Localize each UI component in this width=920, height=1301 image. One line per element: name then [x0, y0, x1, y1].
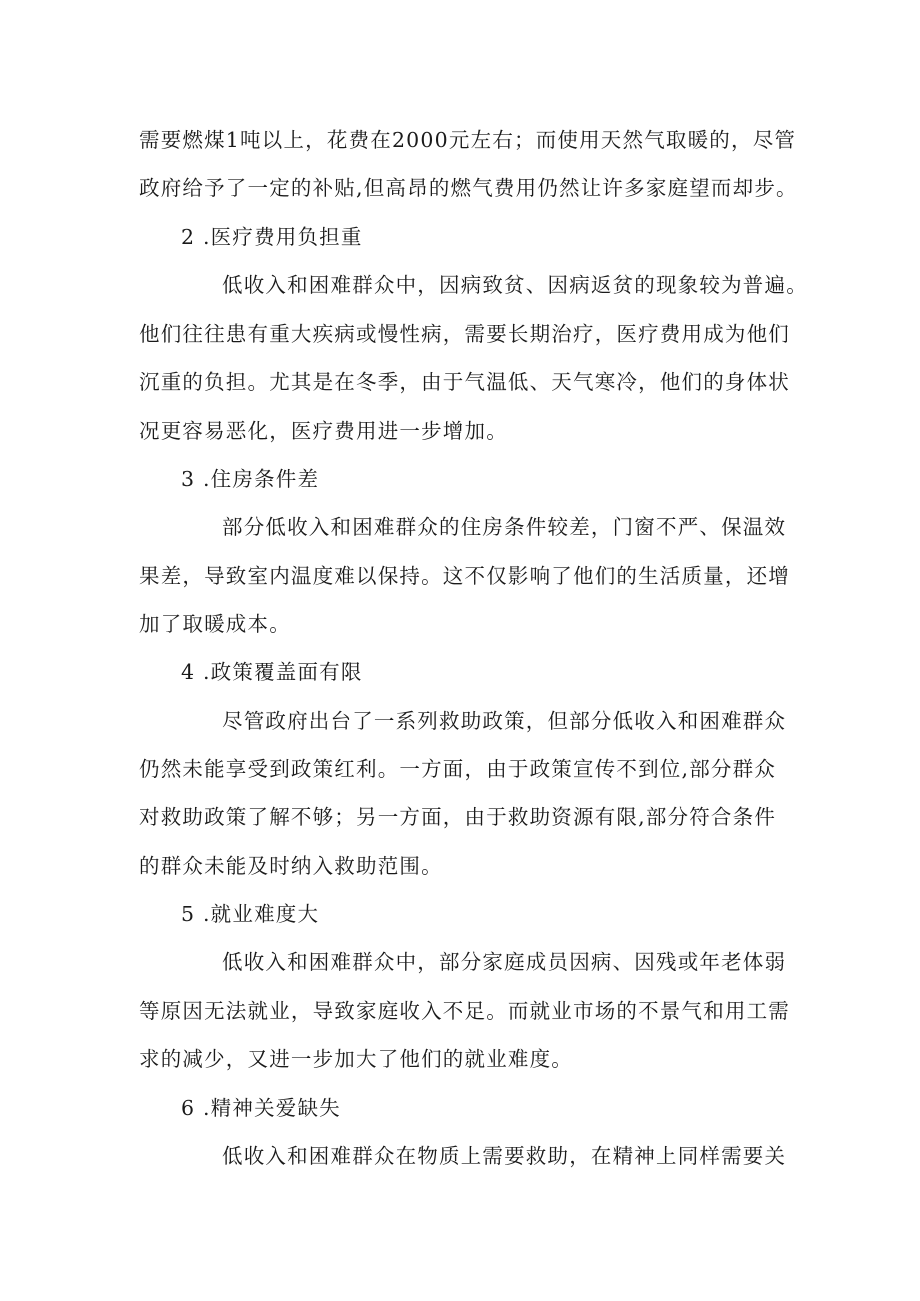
- section-heading-5: 5 .就业难度大: [181, 902, 320, 926]
- paragraph-first-line: 低收入和困难群众在物质上需要救助，在精神上同样需要关: [222, 1144, 787, 1168]
- paragraph-first-line: 尽管政府出台了一系列救助政策，但部分低收入和困难群众: [222, 709, 787, 733]
- paragraph-first-line: 部分低收入和困难群众的住房条件较差，门窗不严、保温效: [222, 515, 787, 539]
- body-text-line: 果差，导致室内温度难以保持。这不仅影响了他们的生活质量，还增: [139, 564, 790, 588]
- paragraph-first-line: 低收入和困难群众中，因病致贫、因病返贫的现象较为普遍。: [222, 273, 808, 297]
- body-text-line: 的群众未能及时纳入救助范围。: [139, 854, 443, 878]
- body-text-line: 仍然未能享受到政策红利。一方面，由于政策宣传不到位,部分群众: [139, 757, 777, 781]
- body-text-line: 求的减少，又进一步加大了他们的就业难度。: [139, 1047, 573, 1071]
- section-heading-6: 6 .精神关爱缺失: [181, 1096, 341, 1120]
- section-heading-2: 2 .医疗费用负担重: [181, 225, 363, 249]
- section-heading-4: 4 .政策覆盖面有限: [181, 660, 363, 684]
- body-text-line: 等原因无法就业，导致家庭收入不足。而就业市场的不景气和用工需: [139, 999, 790, 1023]
- body-text-line: 沉重的负担。尤其是在冬季，由于气温低、天气寒冷，他们的身体状: [139, 370, 790, 394]
- body-text-line: 他们往往患有重大疾病或慢性病，需要长期治疗，医疗费用成为他们: [139, 322, 790, 346]
- body-text-line: 况更容易恶化，医疗费用进一步增加。: [139, 419, 508, 443]
- body-text-line: 加了取暖成本。: [139, 612, 291, 636]
- section-heading-3: 3 .住房条件差: [181, 467, 320, 491]
- body-text-line: 政府给予了一定的补贴,但高昂的燃气费用仍然让许多家庭望而却步。: [139, 176, 798, 200]
- body-text-line: 需要燃煤1吨以上，花费在2000元左右；而使用天然气取暖的，尽管: [139, 128, 797, 152]
- body-text-line: 对救助政策了解不够；另一方面，由于救助资源有限,部分符合条件: [139, 805, 777, 829]
- paragraph-first-line: 低收入和困难群众中，部分家庭成员因病、因残或年老体弱: [222, 950, 787, 974]
